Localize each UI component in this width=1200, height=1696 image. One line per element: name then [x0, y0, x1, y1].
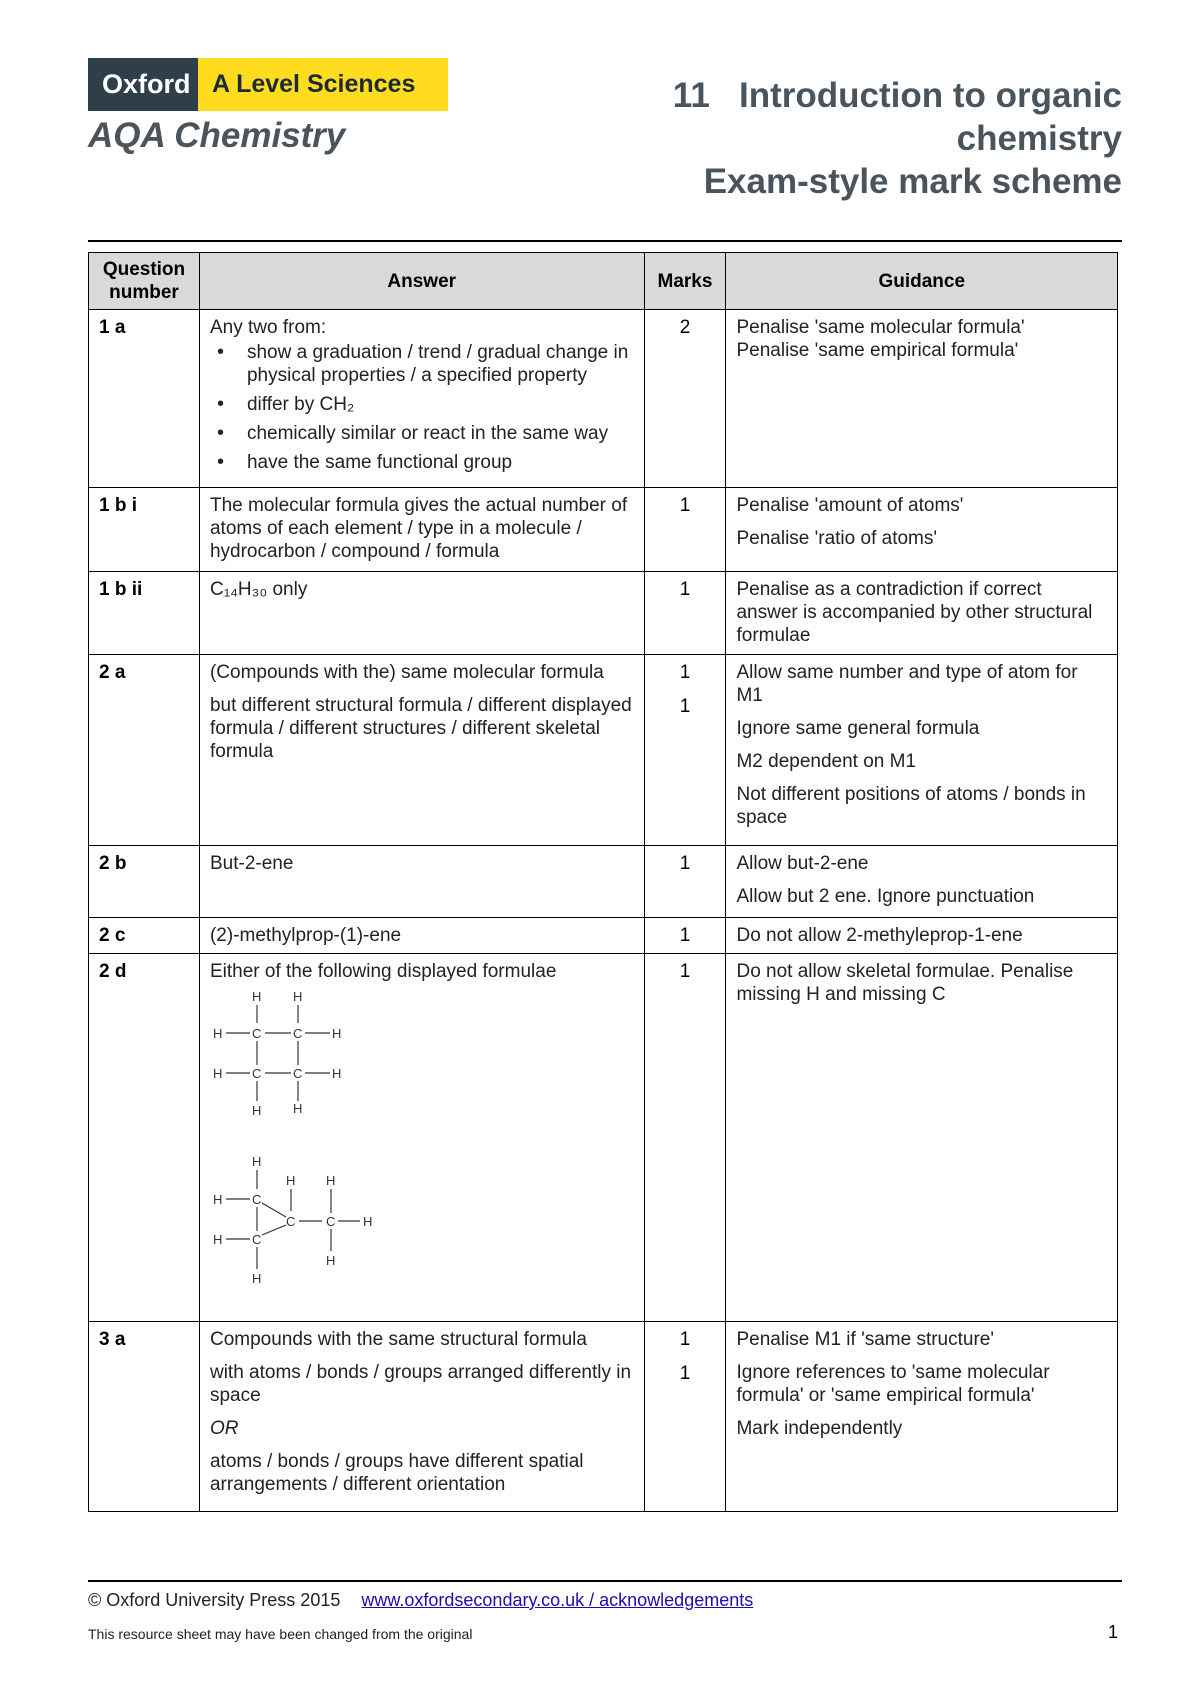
marks-cell: 2: [644, 310, 726, 488]
atom-h: H: [325, 1253, 336, 1268]
guidance-line: Allow but 2 ene. Ignore punctuation: [736, 886, 1035, 907]
atom-h: H: [292, 1101, 303, 1116]
answer-cell: [199, 310, 644, 488]
atom-c: C: [285, 1214, 296, 1229]
mark-value: 1: [679, 662, 691, 683]
guidance-cell: [726, 846, 1118, 918]
atom-h: H: [212, 1026, 223, 1041]
question-number: 2 b: [89, 846, 200, 918]
guidance-cell: Do not allow skeletal formulae. Penalise missing H and missing C: [726, 954, 1118, 1322]
guidance-line: Penalise 'same molecular formula': [736, 317, 1025, 338]
guidance-line: Allow but-2-ene: [736, 853, 869, 874]
answer-cell: [199, 954, 644, 1322]
answer-line: Either of the following displayed formulae: [209, 961, 557, 982]
marks-cell: 1: [644, 918, 726, 954]
answer-bullet-list: [210, 341, 634, 474]
guidance-cell: [726, 655, 1118, 846]
atom-h: H: [251, 989, 262, 1004]
guidance-line: Ignore references to 'same molecular formula' or 'same empirical formula': [736, 1362, 1050, 1406]
guidance-cell: Do not allow 2-methyleprop-1-ene: [726, 918, 1118, 954]
atom-c: C: [251, 1026, 262, 1041]
guidance-cell: [726, 310, 1118, 488]
atom-h: H: [212, 1066, 223, 1081]
page-title: [673, 74, 1122, 203]
page-number: 1: [1107, 1622, 1118, 1642]
guidance-line: Not different positions of atoms / bonds in space: [736, 784, 1086, 828]
question-number: 2 d: [89, 954, 200, 1322]
footer-copyright-line: [88, 1590, 753, 1611]
question-number: 1 a: [89, 310, 200, 488]
answer-line: atoms / bonds / groups have different spatial arrangements / different orientation: [209, 1451, 584, 1495]
guidance-line: Mark independently: [736, 1418, 903, 1439]
answer-cell: [199, 1322, 644, 1512]
atom-h: H: [212, 1232, 223, 1247]
atom-c: C: [292, 1066, 303, 1081]
guidance-line: Ignore same general formula: [736, 718, 980, 739]
guidance-line: Penalise M1 if 'same structure': [736, 1329, 994, 1350]
atom-h: H: [362, 1214, 373, 1229]
atom-c: C: [251, 1066, 262, 1081]
list-item: • show a graduation / trend / gradual change in physical properties / a specified property: [210, 341, 634, 387]
answer-line: (Compounds with the) same molecular formula: [209, 662, 604, 683]
publisher-logo: [88, 58, 448, 111]
marks-cell: 1: [644, 572, 726, 655]
table-row: [89, 846, 1118, 918]
marks-cell: 1: [644, 488, 726, 572]
answer-cell: (2)-methylprop-(1)-ene: [199, 918, 644, 954]
answer-line: Compounds with the same structural formula: [209, 1329, 587, 1350]
atom-c: C: [325, 1214, 336, 1229]
header-answer: Answer: [199, 253, 644, 310]
header-guidance: Guidance: [726, 253, 1118, 310]
mark-value: 1: [679, 696, 691, 717]
answer-cell: [199, 655, 644, 846]
table-row: [89, 918, 1118, 954]
copyright-text: © Oxford University Press 2015: [88, 1590, 341, 1610]
title-line-2: chemistry: [956, 119, 1122, 158]
guidance-cell: [726, 488, 1118, 572]
atom-h: H: [251, 1103, 262, 1118]
table-header-row: [89, 253, 1118, 310]
list-item: • differ by CH₂: [210, 393, 634, 416]
atom-h: H: [331, 1026, 342, 1041]
marks-cell: 1: [644, 954, 726, 1322]
answer-cell: But-2-ene: [199, 846, 644, 918]
marks-cell: [644, 655, 726, 846]
guidance-line: Penalise 'same empirical formula': [736, 340, 1019, 361]
mark-value: 1: [679, 1329, 691, 1350]
question-number: 1 b ii: [89, 572, 200, 655]
header-rule: [88, 240, 1122, 242]
guidance-line: M2 dependent on M1: [736, 751, 917, 772]
cyclobutane-displayed-formula: [210, 989, 360, 1129]
table-row: [89, 1322, 1118, 1512]
marks-cell: 1: [644, 846, 726, 918]
table-row: [89, 655, 1118, 846]
question-number: 3 a: [89, 1322, 200, 1512]
atom-h: H: [325, 1173, 336, 1188]
header-marks: Marks: [644, 253, 726, 310]
question-number: 2 c: [89, 918, 200, 954]
guidance-line: Allow same number and type of atom for M1: [736, 662, 1078, 706]
footer-rule: [88, 1580, 1122, 1582]
guidance-cell: [726, 1322, 1118, 1512]
mark-value: 1: [679, 1363, 691, 1384]
table-row: [89, 572, 1118, 655]
list-item: • have the same functional group: [210, 451, 634, 474]
header-question: Question number: [89, 253, 200, 310]
atom-h: H: [212, 1192, 223, 1207]
atom-h: H: [285, 1173, 296, 1188]
list-item: • chemically similar or react in the same way: [210, 422, 634, 445]
answer-intro: Any two from:: [209, 317, 327, 338]
table-row: [89, 310, 1118, 488]
logo-series: A Level Sciences: [198, 58, 448, 111]
answer-line: with atoms / bonds / groups arranged differently in space: [209, 1362, 632, 1406]
guidance-line: Penalise 'amount of atoms': [736, 495, 964, 516]
answer-line: but different structural formula / different displayed formula / different structures / different skeletal formula: [209, 695, 632, 762]
question-number: 1 b i: [89, 488, 200, 572]
answer-or: OR: [209, 1418, 239, 1439]
title-line-3: Exam-style mark scheme: [703, 162, 1122, 201]
answer-cell: The molecular formula gives the actual number of atoms of each element / type in a molecule / hydrocarbon / compound / formula: [199, 488, 644, 572]
table-row: [89, 954, 1118, 1322]
atom-h: H: [331, 1066, 342, 1081]
methylcyclopropane-displayed-formula: [210, 1155, 390, 1305]
atom-h: H: [292, 989, 303, 1004]
answer-cell: C₁₄H₃₀ only: [199, 572, 644, 655]
question-number: 2 a: [89, 655, 200, 846]
atom-h: H: [251, 1271, 262, 1286]
guidance-line: Penalise 'ratio of atoms': [736, 528, 937, 549]
logo-oxford: Oxford: [88, 58, 198, 111]
atom-c: C: [251, 1232, 262, 1247]
guidance-cell: Penalise as a contradiction if correct answer is accompanied by other structural formulae: [726, 572, 1118, 655]
atom-h: H: [251, 1155, 262, 1169]
acknowledgements-link[interactable]: www.oxfordsecondary.co.uk / acknowledgements: [361, 1590, 754, 1610]
footer-note: This resource sheet may have been changed from the original: [88, 1626, 473, 1642]
table-row: [89, 488, 1118, 572]
subject-title: AQA Chemistry: [88, 116, 346, 155]
mark-scheme-table: [88, 252, 1118, 1512]
atom-c: C: [292, 1026, 303, 1041]
marks-cell: [644, 1322, 726, 1512]
title-line-1: 11 Introduction to organic: [672, 76, 1122, 115]
atom-c: C: [251, 1192, 262, 1207]
